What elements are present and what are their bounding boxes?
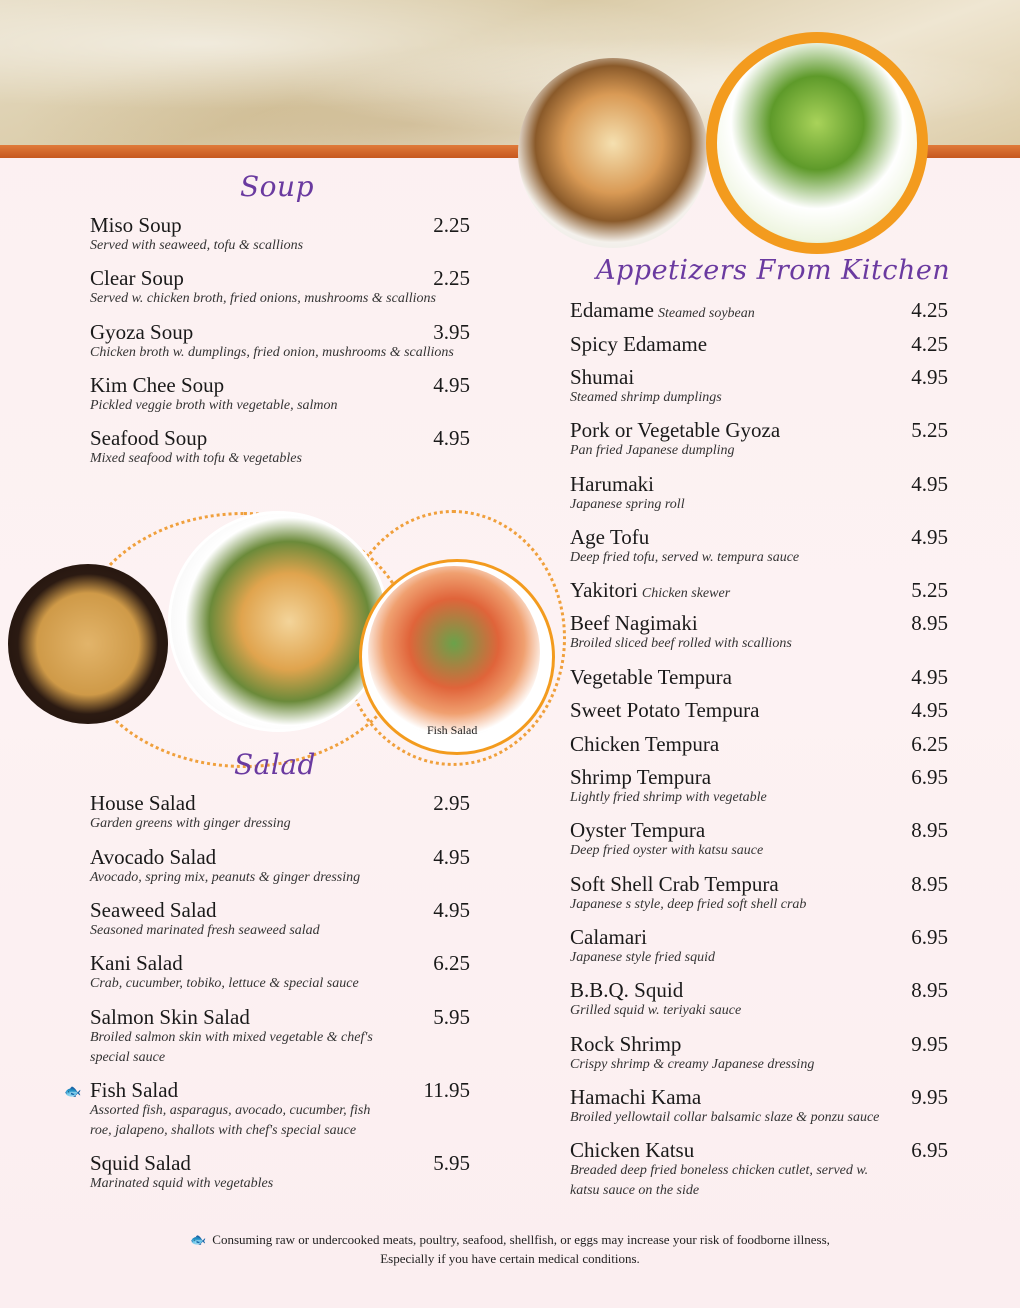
item-price: 5.95	[433, 1005, 470, 1029]
item-description: Japanese s style, deep fried soft shell crab	[570, 897, 807, 912]
menu-item	[90, 846, 470, 888]
menu-item	[90, 1078, 470, 1141]
item-name: Fish Salad	[90, 1078, 179, 1102]
item-name: Seafood Soup	[90, 426, 208, 450]
item-price: 2.95	[433, 791, 470, 815]
item-name: Chicken Tempura	[570, 732, 720, 756]
menu-item	[570, 526, 948, 568]
item-description: Pickled veggie broth with vegetable, salmon	[90, 398, 338, 413]
item-description: Crab, cucumber, tobiko, lettuce & special sauce	[90, 976, 359, 991]
item-price: 6.95	[911, 765, 948, 789]
item-price: 3.95	[433, 320, 470, 344]
menu-item	[570, 666, 948, 688]
menu-item	[90, 1005, 470, 1068]
menu-item	[90, 952, 470, 994]
item-price: 9.95	[911, 1032, 948, 1056]
item-description: Pan fried Japanese dumpling	[570, 443, 735, 458]
menu-item	[570, 473, 948, 515]
item-name: Squid Salad	[90, 1151, 191, 1175]
menu-item	[90, 374, 470, 416]
item-price: 11.95	[423, 1078, 470, 1102]
item-description: Served with seaweed, tofu & scallions	[90, 238, 304, 253]
item-price: 8.95	[911, 978, 948, 1002]
menu-item	[90, 427, 470, 469]
menu-item	[570, 299, 948, 325]
footer-text-1: Consuming raw or undercooked meats, poultry, seafood, shellfish, or eggs may increase your risk of foodborne illness,	[212, 1232, 830, 1247]
item-price: 8.95	[911, 872, 948, 896]
item-price: 4.95	[911, 472, 948, 496]
miso-soup-photo	[8, 564, 168, 724]
item-name: Oyster Tempura	[570, 818, 706, 842]
menu-item	[90, 899, 470, 941]
menu-item	[570, 1033, 948, 1075]
item-name: Soft Shell Crab Tempura	[570, 872, 779, 896]
item-name: Rock Shrimp	[570, 1032, 682, 1056]
item-description: Chicken broth w. dumplings, fried onion, mushrooms & scallions	[90, 345, 454, 360]
item-name: Harumaki	[570, 472, 654, 496]
item-price: 6.95	[911, 925, 948, 949]
item-price: 6.25	[433, 951, 470, 975]
item-name: Age Tofu	[570, 525, 650, 549]
gyoza-photo	[518, 58, 708, 248]
item-description: Served w. chicken broth, fried onions, mushrooms & scallions	[90, 291, 436, 306]
item-description: Steamed shrimp dumplings	[570, 390, 722, 405]
item-description: Grilled squid w. teriyaki sauce	[570, 1003, 742, 1018]
menu-item	[570, 1138, 948, 1201]
item-price: 4.95	[911, 525, 948, 549]
item-description: Japanese spring roll	[570, 497, 685, 512]
item-name: Gyoza Soup	[90, 320, 194, 344]
item-description: Japanese style fried squid	[570, 950, 716, 965]
item-description: Deep fried tofu, served w. tempura sauce	[570, 550, 800, 565]
item-description: Lightly fried shrimp with vegetable	[570, 790, 767, 805]
item-price: 5.95	[433, 1151, 470, 1175]
item-description: Seasoned marinated fresh seaweed salad	[90, 923, 320, 938]
menu-item	[90, 267, 470, 309]
menu-item	[570, 873, 948, 915]
item-description: Assorted fish, asparagus, avocado, cucumber, fish roe, jalapeno, shallots with chef's special sauce	[90, 1103, 371, 1138]
fish-icon: 🐟	[190, 1232, 207, 1247]
item-price: 8.95	[911, 818, 948, 842]
menu-item	[570, 612, 948, 654]
item-name: Clear Soup	[90, 266, 184, 290]
menu-item	[570, 819, 948, 861]
item-name: Seaweed Salad	[90, 898, 217, 922]
item-price: 4.95	[433, 845, 470, 869]
salad-heading: Salad	[234, 748, 316, 781]
item-name: Shrimp Tempura	[570, 765, 712, 789]
edamame-photo	[717, 43, 917, 243]
item-price: 4.95	[911, 698, 948, 722]
item-name: Kani Salad	[90, 951, 183, 975]
item-description: Mixed seafood with tofu & vegetables	[90, 451, 302, 466]
item-price: 4.95	[911, 665, 948, 689]
item-inline-description: Chicken skewer	[641, 586, 731, 601]
item-name: Salmon Skin Salad	[90, 1005, 250, 1029]
item-description: Avocado, spring mix, peanuts & ginger dressing	[90, 870, 361, 885]
item-name: Hamachi Kama	[570, 1085, 702, 1109]
item-price: 6.95	[911, 1138, 948, 1162]
item-price: 4.95	[433, 898, 470, 922]
appetizers-heading: Appetizers From Kitchen	[596, 255, 951, 286]
item-name	[570, 299, 948, 325]
footer-disclaimer	[180, 1230, 840, 1268]
soup-heading: Soup	[240, 170, 314, 203]
menu-item	[570, 926, 948, 968]
item-name: Miso Soup	[90, 213, 182, 237]
item-price: 4.25	[911, 298, 948, 322]
footer-line-2: Especially if you have certain medical conditions.	[380, 1251, 640, 1266]
item-inline-description: Steamed soybean	[657, 306, 755, 321]
menu-item	[90, 1152, 470, 1194]
menu-item	[570, 333, 948, 355]
item-name: Vegetable Tempura	[570, 665, 732, 689]
item-description: Broiled salmon skin with mixed vegetable & chef's special sauce	[90, 1030, 373, 1065]
item-price: 4.95	[911, 365, 948, 389]
item-name-text: Edamame	[570, 298, 654, 322]
item-price: 4.95	[433, 426, 470, 450]
item-name-text: Yakitori	[570, 578, 638, 602]
item-name: House Salad	[90, 791, 196, 815]
menu-item	[90, 321, 470, 363]
menu-item	[90, 792, 470, 834]
item-description: Garden greens with ginger dressing	[90, 816, 291, 831]
footer-line-1	[180, 1230, 840, 1249]
menu-item	[570, 699, 948, 721]
item-description: Deep fried oyster with katsu sauce	[570, 843, 764, 858]
item-name	[570, 579, 948, 605]
photo-caption: Fish Salad	[427, 723, 478, 737]
fish-salad-photo	[368, 566, 540, 738]
item-description: Broiled yellowtail collar balsamic slaze & ponzu sauce	[570, 1110, 880, 1125]
menu-item	[90, 214, 470, 256]
item-description: Crispy shrimp & creamy Japanese dressing	[570, 1057, 815, 1072]
menu-item	[570, 579, 948, 605]
item-price: 4.25	[911, 332, 948, 356]
tempura-photo	[168, 511, 389, 732]
item-name: B.B.Q. Squid	[570, 978, 684, 1002]
item-price: 2.25	[433, 213, 470, 237]
item-price: 5.25	[911, 578, 948, 602]
item-price: 4.95	[433, 373, 470, 397]
item-description: Broiled sliced beef rolled with scallions	[570, 636, 792, 651]
item-price: 8.95	[911, 611, 948, 635]
menu-item	[570, 979, 948, 1021]
menu-item	[570, 1086, 948, 1128]
item-name: Calamari	[570, 925, 647, 949]
item-name: Avocado Salad	[90, 845, 217, 869]
item-description: Marinated squid with vegetables	[90, 1176, 274, 1191]
item-name: Beef Nagimaki	[570, 611, 698, 635]
item-name: Kim Chee Soup	[90, 373, 225, 397]
menu-item	[570, 766, 948, 808]
item-price: 6.25	[911, 732, 948, 756]
item-price: 2.25	[433, 266, 470, 290]
item-price: 9.95	[911, 1085, 948, 1109]
item-name: Shumai	[570, 365, 635, 389]
item-name: Sweet Potato Tempura	[570, 698, 760, 722]
item-description: Breaded deep fried boneless chicken cutlet, served w. katsu sauce on the side	[570, 1163, 869, 1198]
item-price: 5.25	[911, 418, 948, 442]
menu-item	[570, 366, 948, 408]
menu-item	[570, 419, 948, 461]
item-name: Chicken Katsu	[570, 1138, 695, 1162]
fish-icon: 🐟	[64, 1084, 82, 1100]
menu-item	[570, 733, 948, 755]
item-name: Spicy Edamame	[570, 332, 708, 356]
item-name: Pork or Vegetable Gyoza	[570, 418, 781, 442]
